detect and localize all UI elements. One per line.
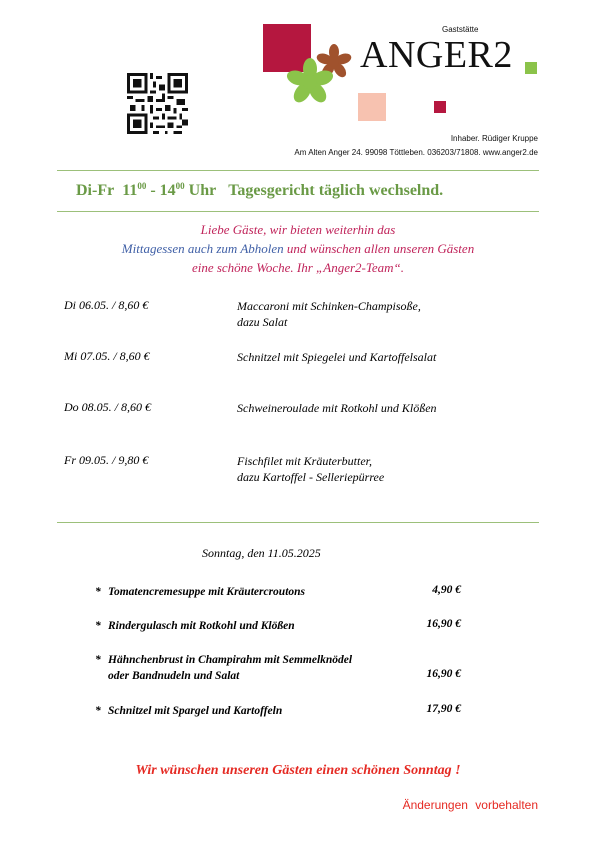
divider-hours bbox=[57, 211, 539, 212]
sunday-item bbox=[95, 652, 352, 668]
sunday-item-name: Tomatencremesuppe mit Kräutercroutons bbox=[108, 586, 306, 598]
sunday-item bbox=[95, 584, 305, 600]
hours-to: 14 bbox=[159, 182, 176, 199]
dish-line-2: dazu Kartoffel - Selleriepürree bbox=[237, 470, 385, 484]
hours-unit: Uhr bbox=[184, 182, 217, 199]
sunday-item-price: 16,90 € bbox=[426, 618, 461, 630]
intro-wishes: und wünschen allen unseren Gästen bbox=[283, 241, 475, 256]
bullet: * bbox=[95, 654, 101, 666]
intro-line-1: Liebe Gäste, wir bieten weiterhin das bbox=[200, 222, 396, 237]
hours-to-minutes: 00 bbox=[175, 181, 185, 191]
sunday-item-continued bbox=[95, 668, 239, 684]
bullet: * bbox=[95, 586, 101, 598]
green-flower-icon bbox=[286, 58, 334, 106]
dish-line-2: dazu Salat bbox=[237, 315, 288, 329]
day-price: Fr 09.05. / 9,80 € bbox=[64, 453, 149, 467]
sunday-item-name-2: oder Bandnudeln und Salat bbox=[108, 670, 240, 682]
sunday-item bbox=[95, 703, 282, 719]
sunday-item-price: 17,90 € bbox=[426, 703, 461, 715]
hours-from-minutes: 00 bbox=[137, 181, 147, 191]
logo-green-square bbox=[525, 62, 537, 74]
daily-special: Tagesgericht täglich wechselnd. bbox=[228, 182, 444, 199]
logo-small-crimson-square bbox=[434, 101, 446, 113]
sunday-item-price: 16,90 € bbox=[426, 668, 461, 680]
dish-line-1: Fischfilet mit Kräuterbutter, bbox=[237, 454, 372, 468]
hours-separator: - bbox=[146, 182, 160, 199]
dish-line-1: Schweineroulade mit Rotkohl und Klößen bbox=[237, 401, 437, 415]
address-info: Am Alten Anger 24. 99098 Töttleben. 036203/71808. www.anger2.de bbox=[294, 148, 538, 157]
intro-line-3: eine schöne Woche. Ihr „Anger2-Team“. bbox=[191, 260, 405, 275]
brand-subtitle: Gaststätte bbox=[442, 25, 479, 34]
hours-days: Di-Fr bbox=[76, 182, 115, 199]
bullet: * bbox=[95, 620, 101, 632]
sunday-wish: Wir wünschen unseren Gästen einen schönen Sonntag ! bbox=[135, 763, 461, 778]
divider-top bbox=[57, 170, 539, 171]
sunday-title: Sonntag, den 11.05.2025 bbox=[202, 546, 321, 560]
sunday-item-name: Hähnchenbrust in Champirahm mit Semmelknödel bbox=[108, 654, 353, 666]
day-price: Di 06.05. / 8,60 € bbox=[64, 298, 149, 312]
changes-reserved-note: Änderungen vorbehalten bbox=[402, 798, 538, 812]
intro-takeaway: Mittagessen auch zum Abholen bbox=[121, 241, 284, 256]
sunday-item-price: 4,90 € bbox=[432, 584, 461, 596]
opening-hours bbox=[76, 181, 443, 200]
sunday-item bbox=[95, 618, 295, 634]
hours-from: 11 bbox=[122, 182, 138, 199]
day-price: Do 08.05. / 8,60 € bbox=[64, 400, 151, 414]
owner-info: Inhaber. Rüdiger Kruppe bbox=[450, 134, 538, 143]
dish-line-1: Maccaroni mit Schinken-Champisoße, bbox=[237, 299, 421, 313]
logo-peach-square bbox=[358, 93, 386, 121]
brand-name: ANGER2 bbox=[360, 34, 513, 76]
sunday-item-name: Rindergulasch mit Rotkohl und Klößen bbox=[108, 620, 295, 632]
qr-code-icon[interactable] bbox=[127, 73, 188, 134]
sunday-item-name: Schnitzel mit Spargel und Kartoffeln bbox=[108, 705, 283, 717]
divider-sunday bbox=[57, 522, 539, 523]
dish-line-1: Schnitzel mit Spiegelei und Kartoffelsalat bbox=[237, 350, 437, 364]
bullet: * bbox=[95, 705, 101, 717]
day-price: Mi 07.05. / 8,60 € bbox=[64, 349, 150, 363]
intro-line-2 bbox=[57, 241, 539, 257]
